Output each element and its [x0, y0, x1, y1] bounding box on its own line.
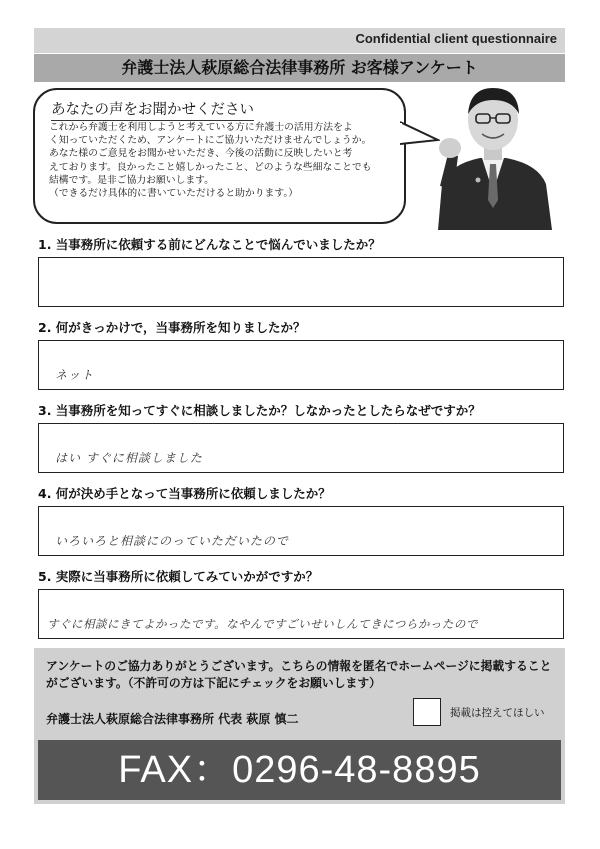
- confidential-bar: [34, 28, 565, 53]
- question-5: 5. 実際に当事務所に依頼してみていかがですか？: [38, 569, 319, 584]
- answer-box-1[interactable]: [38, 257, 564, 307]
- intro-bubble: [33, 88, 406, 224]
- intro-text: [49, 121, 397, 200]
- answer-2-text: ネット: [55, 368, 95, 382]
- answer-box-5[interactable]: [38, 589, 564, 639]
- question-4: 4. 何が決め手となって当事務所に依頼しましたか？: [38, 486, 331, 501]
- intro-line: （できるだけ具体的に書いていただけると助かります。）: [49, 188, 299, 200]
- thanks-text: アンケートのご協力ありがとうございます。こちらの情報を匿名でホームページに掲載することがございます。（不許可の方は下記にチェックをお願いします）: [46, 659, 552, 690]
- signature: 弁護士法人萩原総合法律事務所 代表 萩原 慎二: [46, 712, 299, 726]
- fax-number: FAX：0296-48-8895: [38, 740, 561, 800]
- question-2: 2. 何がきっかけで，当事務所を知りましたか？: [38, 320, 306, 335]
- answer-4-text: いろいろと相談にのっていただいたので: [55, 534, 289, 548]
- no-publish-label: 掲載は控えてほしい: [450, 707, 545, 719]
- page-title: 弁護士法人萩原総合法律事務所 お客様アンケート: [34, 54, 565, 82]
- confidential-label: Confidential client questionnaire: [355, 31, 557, 46]
- answer-3-text: はい すぐに相談しました: [55, 451, 203, 465]
- intro-line: く知っていただくため、アンケートにご協力いただけませんでしょうか。: [49, 135, 372, 147]
- intro-line: 結構です。是非ご協力お願いします。: [49, 174, 214, 186]
- intro-heading: あなたの声をお聞かせください: [51, 98, 254, 121]
- footer-panel: [34, 648, 565, 804]
- intro-line: あなた様のご意見をお聞かせいただき、今後の活動に反映したいと考: [49, 148, 353, 160]
- answer-box-3[interactable]: [38, 423, 564, 473]
- question-3: 3. 当事務所を知ってすぐに相談しましたか？しなかったとしたらなぜですか？: [38, 403, 481, 418]
- answer-5-text: すぐに相談にきてよかったです。なやんですごいせいしんてきにつらかったので: [47, 617, 478, 631]
- question-1: 1. 当事務所に依頼する前にどんなことで悩んでいましたか？: [38, 237, 381, 252]
- lawyer-photo: [420, 82, 566, 230]
- no-publish-checkbox[interactable]: [413, 698, 441, 726]
- intro-line: えております。良かったこと嬉しかったこと、どのような些細なことでも: [49, 161, 372, 173]
- answer-box-4[interactable]: [38, 506, 564, 556]
- intro-line: これから弁護士を利用しようと考えている方に弁護士の活用方法をよ: [49, 122, 353, 133]
- answer-box-2[interactable]: [38, 340, 564, 390]
